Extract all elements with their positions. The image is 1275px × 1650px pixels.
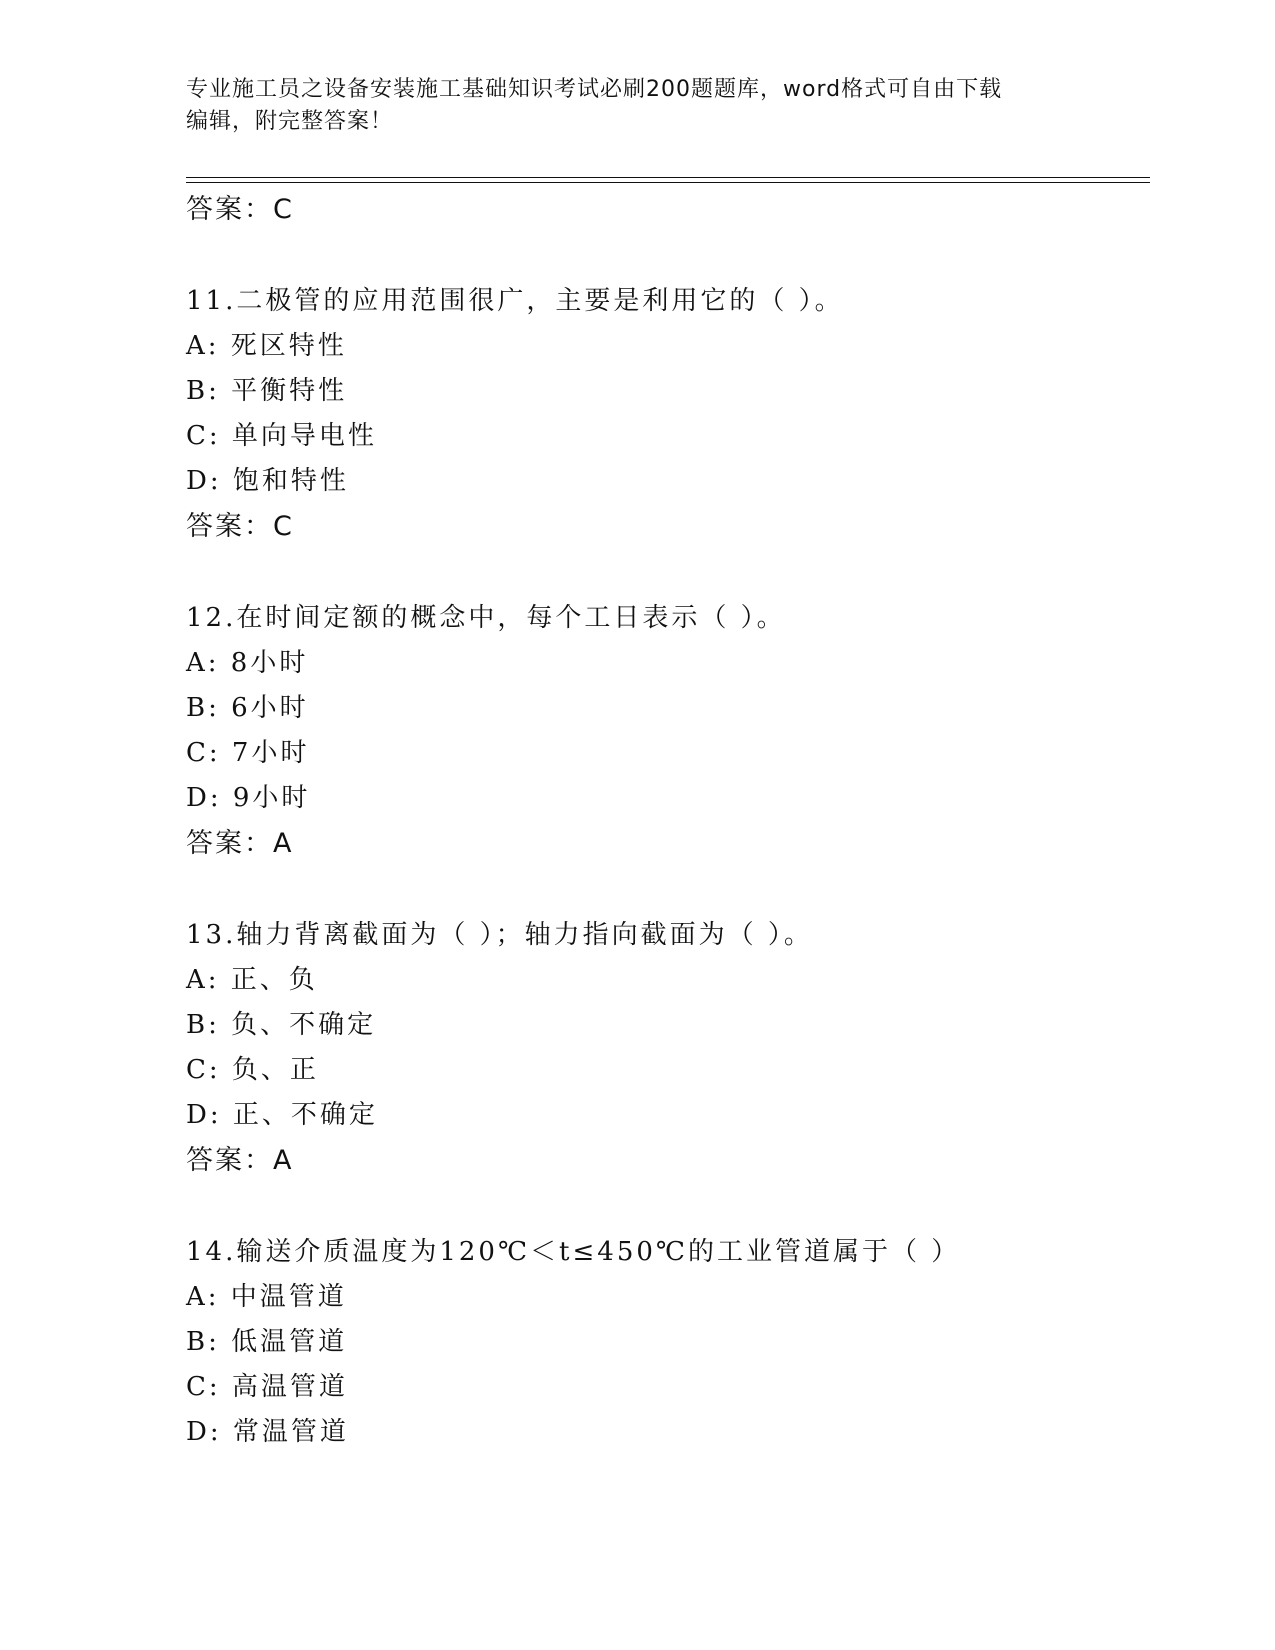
spacer [186,866,1150,913]
option-b: B: 低温管道 [186,1327,348,1357]
question-text: 11.二极管的应用范围很广，主要是利用它的（ ）。 [186,286,844,316]
option-d: D: 常温管道 [186,1417,349,1447]
question-block [186,596,1150,866]
option-c: C: 高温管道 [186,1372,348,1402]
option-d: D: 9小时 [186,783,311,813]
option-b: B: 负、不确定 [186,1010,377,1040]
answer-line: 答案：A [186,1145,294,1176]
option-c: C: 负、正 [186,1055,319,1085]
question-text: 12.在时间定额的概念中，每个工日表示（ ）。 [186,603,786,633]
header-divider-top [186,177,1150,178]
document-header [186,74,1066,138]
spacer [186,232,1150,279]
question-block [186,913,1150,1183]
answer-line: 答案：C [186,194,294,225]
option-a: A: 正、负 [186,965,318,995]
option-a: A: 8小时 [186,648,309,678]
option-b: B: 6小时 [186,693,309,723]
option-d: D: 饱和特性 [186,466,349,496]
spacer [186,549,1150,596]
question-block [186,1230,1150,1455]
option-c: C: 7小时 [186,738,310,768]
question-block [186,279,1150,549]
document-body [186,187,1150,1455]
answer-line: 答案：C [186,511,294,542]
question-text: 14.输送介质温度为120℃＜t≤450℃的工业管道属于（ ） [186,1237,961,1267]
option-a: A: 中温管道 [186,1282,347,1312]
header-line-1: 专业施工员之设备安装施工基础知识考试必刷200题题库，word格式可自由下载 [186,77,1003,102]
header-line-2: 编辑，附完整答案！ [186,109,394,134]
question-text: 13.轴力背离截面为（ ）；轴力指向截面为（ ）。 [186,920,813,950]
spacer [186,1183,1150,1230]
option-c: C: 单向导电性 [186,421,377,451]
answer-line: 答案：A [186,828,294,859]
option-a: A: 死区特性 [186,331,347,361]
header-divider-bottom [186,182,1150,183]
option-b: B: 平衡特性 [186,376,348,406]
option-d: D: 正、不确定 [186,1100,378,1130]
